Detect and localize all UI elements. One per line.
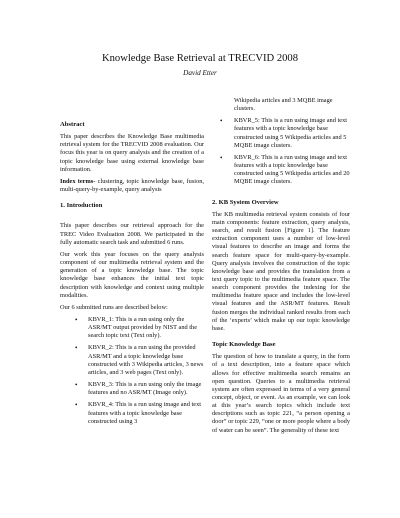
intro-paragraph-1: This paper describes our retrieval approach for the TREC Video Evaluation 2008. We participated in the fully automatic search task and submitted 6 runs. [60, 222, 204, 246]
topic-kb-heading: Topic Knowledge Base [212, 341, 276, 349]
list-item: • KBVR_5: This is a run using image and text features with a topic knowledge base constructed using 5 Wikipedia articles and 5 MQBE image clusters. [220, 117, 348, 149]
intro-paragraph-3: Our 6 submitted runs are described below: [60, 303, 168, 311]
right-column [212, 97, 350, 435]
run-continuation: Wikipedia articles and 3 MQBE image clusters. [234, 97, 333, 113]
abstract-heading: Abstract [60, 121, 85, 128]
list-item: • KBVR_4: This is a run using image and text features with a topic knowledge base constructed using 3 [75, 401, 202, 425]
intro-heading: 1. Introduction [60, 202, 103, 210]
index-terms-label: Index terms- [60, 177, 96, 185]
left-column [60, 121, 204, 430]
paper-author: David Etter [183, 69, 217, 77]
kb-overview-heading: 2. KB System Overview [212, 198, 279, 206]
runs-list-left [60, 316, 204, 426]
list-item: • KBVR_3: This is a run using only the image features and no ASR/MT (Image only). [75, 381, 202, 397]
index-terms-text: clustering, topic knowledge base, fusion, multi-query-by-example, query analysis [60, 177, 204, 194]
list-item: • KBVR_6: This is a run using image and text features with a topic knowledge base constructed using 5 Wikipedia articles and 20 MQBE image clusters. [220, 153, 350, 186]
intro-paragraph-2: Our work this year focuses on the query analysis component of our multimedia retrieval system and the generation of a topic knowledge base. The topic knowledge base enhances the initial text topic description with knowledge and context using multiple modalities. [60, 250, 204, 299]
list-item: • KBVR_2: This is a run using the provided ASR/MT and a topic knowledge base constructed with 3 Wikipedia articles, 3 news articles, and 3 web pages (Text only). [75, 344, 204, 376]
topic-kb-text: The question of how to translate a query, in the form of a text description, into a feature space which allows for effective multimedia search remains an open question. Queries to a multimedia retrieval system are often expressed in terms of a very general concept, object, or event. As an example, we can look at this year’s search topics which include text descriptions such as topic 221, “a person opening a door” or topic 229, “one or more people where a body of water can be seen”. The generality of these text [212, 353, 350, 434]
abstract-text: This paper describes the Knowledge Base multimedia retrieval system for the TRECVID 2008 evaluation. Our focus this year is on query analysis and the creation of a topic knowledge base using external knowledge base information. [60, 133, 204, 173]
index-terms [60, 178, 204, 194]
list-item: • KBVR_1: This is a run using only the ASR/MT output provided by NIST and the search topic text (Text only). [75, 315, 198, 340]
runs-list-right [212, 117, 350, 186]
paper-title: Knowledge Base Retrieval at TRECVID 2008 [101, 53, 299, 64]
kb-overview-text: The KB multimedia retrieval system consists of four main components: feature extraction, query analysis, search, and result fusion [Figure 1]. The feature extraction component uses a number of low-level visual features to describe an image and forms the search feature space for multi-query-by-example. Query analysis involves the construction of the topic knowledge base and provides the translation from a text query topic to the multimedia feature space. The search component provides the indexing for the multimedia feature space and includes the low-level visual features and the ASR/MT features. Result fusion merges the individual ranked results from each of the ‘experts’ which make up our topic knowledge base. [212, 210, 350, 332]
